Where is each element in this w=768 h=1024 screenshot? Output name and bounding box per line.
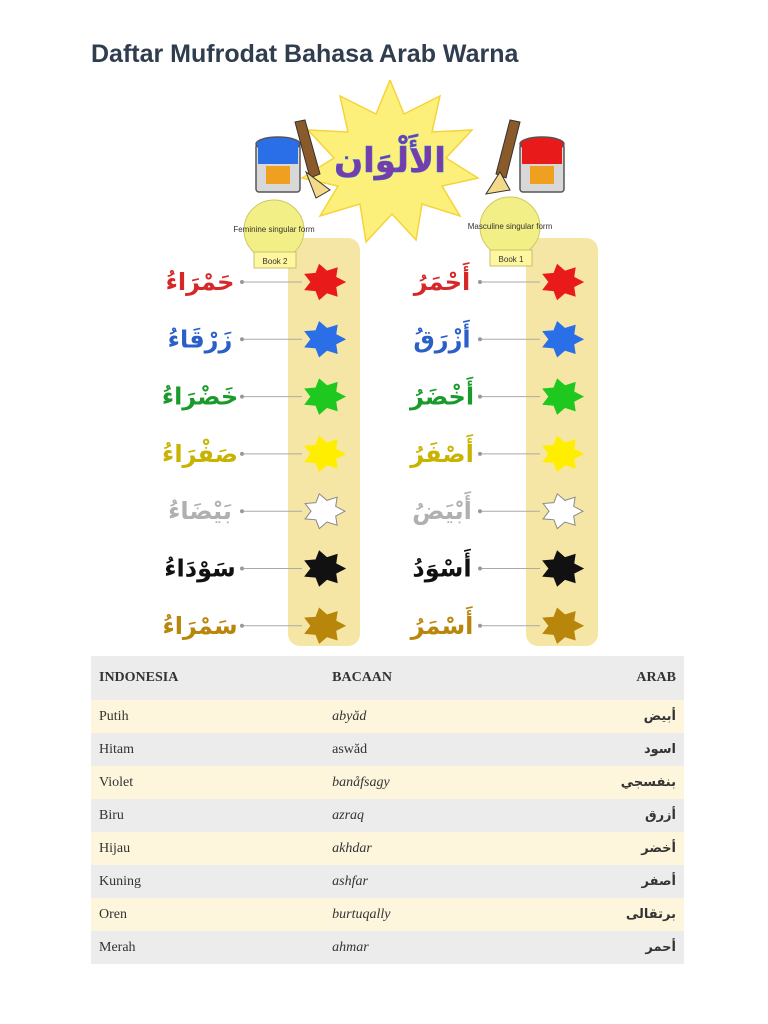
feminine-word: صَفْرَاءُ: [162, 439, 238, 468]
connector-dot: [478, 337, 482, 341]
connector-dot: [478, 509, 482, 513]
masculine-bubble-label: Masculine singular form: [467, 222, 553, 231]
cell-bacaan: azraq: [332, 807, 365, 823]
cell-arab: اسود: [643, 742, 676, 757]
cell-indonesia: Violet: [99, 774, 134, 790]
cell-indonesia: Kuning: [99, 873, 141, 889]
table-row: [91, 766, 684, 799]
masculine-word: أَزْرَقُ: [413, 325, 471, 354]
cell-arab: أبيض: [643, 709, 676, 724]
cell-bacaan: akhdar: [332, 840, 372, 856]
masculine-word: أَسْوَدُ: [412, 554, 472, 583]
cell-arab: بنفسجي: [620, 775, 676, 790]
masculine-word: أَسْمَرُ: [410, 611, 474, 640]
cell-indonesia: Merah: [99, 939, 136, 955]
cell-indonesia: Biru: [99, 807, 124, 823]
cell-bacaan: aswăd: [332, 741, 368, 757]
feminine-tag: Book 2: [262, 257, 288, 266]
connector-dot: [240, 452, 244, 456]
feminine-word: سَمْرَاءُ: [162, 611, 238, 640]
connector-dot: [478, 567, 482, 571]
feminine-word: زَرْقَاءُ: [167, 325, 233, 354]
masculine-word: أَحْمَرُ: [413, 268, 471, 296]
feminine-word: حَمْرَاءُ: [165, 268, 235, 296]
cell-bacaan: ahmar: [332, 939, 369, 955]
connector-dot: [240, 337, 244, 341]
connector-dot: [240, 280, 244, 284]
cell-arab: برتقالى: [625, 907, 676, 922]
colors-illustration: [160, 80, 620, 646]
vocabulary-table: [91, 656, 684, 964]
paint-can-red-icon: [486, 120, 564, 194]
connector-dot: [240, 395, 244, 399]
table-row: [91, 865, 684, 898]
masculine-tag: Book 1: [498, 255, 524, 264]
connector-dot: [240, 509, 244, 513]
cell-bacaan: banåfsagy: [332, 774, 390, 790]
table-header-row: [91, 656, 684, 700]
connector-dot: [240, 567, 244, 571]
cell-indonesia: Hitam: [99, 741, 134, 757]
connector-dot: [478, 624, 482, 628]
masculine-word: أَبْيَضُ: [412, 497, 472, 526]
cell-indonesia: Hijau: [99, 840, 131, 856]
table-row: [91, 700, 684, 733]
connector-dot: [240, 624, 244, 628]
feminine-word: بَيْضَاءُ: [168, 497, 232, 526]
table-row: [91, 733, 684, 766]
table-row: [91, 898, 684, 931]
feminine-word: خَضْرَاءُ: [161, 382, 239, 411]
connector-dot: [478, 395, 482, 399]
masculine-word: أَصْفَرُ: [410, 439, 474, 468]
feminine-bubble-label: Feminine singular form: [233, 225, 315, 234]
feminine-word: سَوْدَاءُ: [164, 554, 236, 583]
table-row: [91, 832, 684, 865]
heading-arabic: الأَلْوَان: [334, 141, 446, 181]
cell-arab: أحمر: [645, 940, 676, 955]
cell-bacaan: burtuqally: [332, 906, 391, 922]
cell-indonesia: Putih: [99, 708, 129, 724]
cell-bacaan: ashfar: [332, 873, 368, 889]
table-row: [91, 931, 684, 964]
masculine-word: أَخْضَرُ: [409, 382, 475, 411]
header-indonesia: INDONESIA: [91, 656, 324, 700]
connector-dot: [478, 452, 482, 456]
header-arab: ARAB: [510, 656, 684, 700]
header-bacaan: BACAAN: [324, 656, 510, 700]
cell-arab: أخضر: [641, 841, 676, 856]
page-title: Daftar Mufrodat Bahasa Arab Warna: [91, 40, 519, 68]
table-row: [91, 799, 684, 832]
cell-bacaan: abyăd: [332, 708, 367, 724]
cell-arab: أصفر: [641, 874, 676, 889]
cell-arab: أزرق: [644, 808, 676, 823]
connector-dot: [478, 280, 482, 284]
cell-indonesia: Oren: [99, 906, 127, 922]
